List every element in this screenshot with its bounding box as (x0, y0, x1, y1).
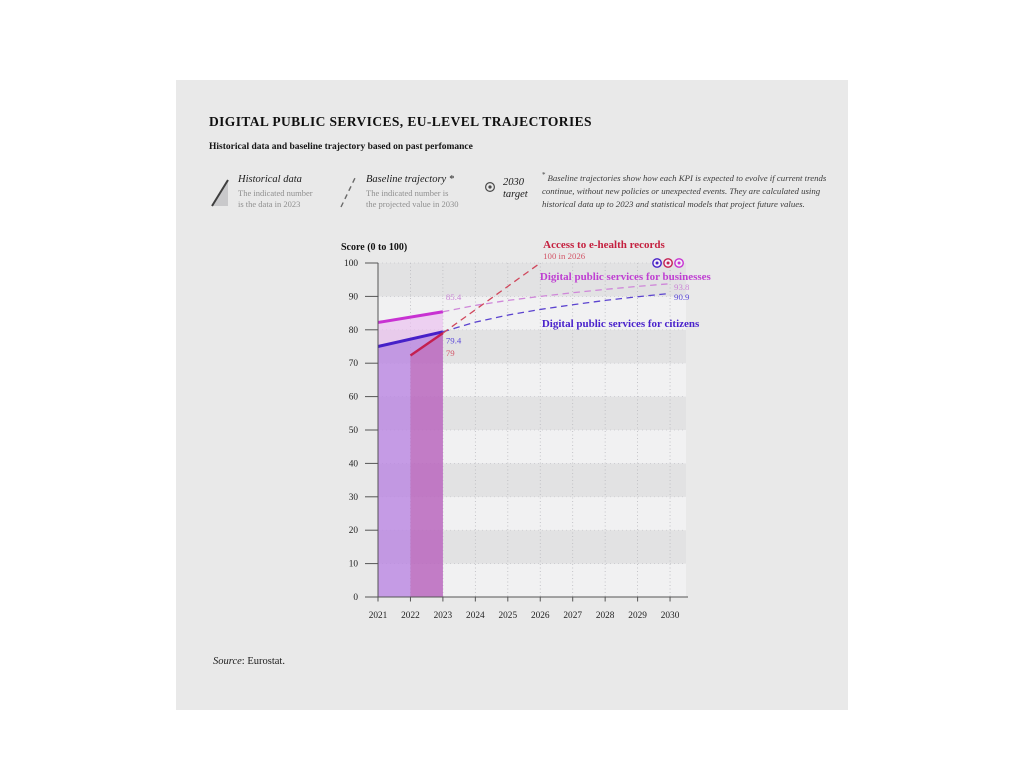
x-tick-label-2028: 2028 (595, 611, 615, 621)
x-tick-label-2023: 2023 (433, 611, 453, 621)
legend-baseline-label: Baseline trajectory * (366, 174, 455, 185)
y-tick-label-80: 80 (348, 325, 358, 336)
source-note (213, 656, 285, 667)
y-tick-label-0: 0 (353, 593, 358, 603)
source-rest: : Eurostat. (241, 656, 285, 667)
legend-baseline-desc2: the projected value in 2030 (366, 198, 459, 209)
x-tick-label-2027: 2027 (563, 611, 582, 621)
target-marker-dot-citizens (656, 262, 659, 265)
page-title: DIGITAL PUBLIC SERVICES, EU-LEVEL TRAJECTORIES (209, 114, 592, 129)
legend-historical-desc1: The indicated number (238, 187, 313, 198)
target-icon (484, 180, 496, 198)
y-tick-label-20: 20 (348, 526, 358, 537)
legend-historical-label: Historical data (238, 174, 302, 185)
legend-historical-desc2: is the data in 2023 (238, 198, 301, 209)
legend-item-historical (209, 174, 313, 215)
y-tick-label-40: 40 (348, 459, 358, 470)
legend-target-line1: 2030 (503, 177, 524, 188)
trajectory-chart (330, 230, 750, 630)
series-label-citizens: Digital public services for citizens (541, 318, 700, 331)
x-tick-label-2022: 2022 (401, 611, 420, 621)
source-prefix: Source (213, 656, 242, 667)
target-marker-dot-businesses (678, 262, 681, 265)
x-tick-label-2024: 2024 (466, 611, 485, 621)
baseline-trajectory-icon (337, 174, 359, 215)
x-tick-label-2029: 2029 (628, 611, 647, 621)
report-panel (176, 80, 848, 710)
value-label-2023-citizens: 79.4 (445, 335, 462, 346)
legend-item-target (484, 177, 528, 200)
value-label-2030-businesses: 93.8 (674, 282, 690, 293)
legend-target-line2: target (503, 188, 528, 200)
y-tick-label-50: 50 (348, 426, 358, 436)
x-tick-label-2021: 2021 (368, 611, 388, 621)
x-tick-label-2025: 2025 (498, 611, 518, 621)
footnote-text: Baseline trajectories show how each KPI is expected to evolve if current trends continue, without new policies or unexpected events. They are calculated using historical data up to 2023 and statistical models that project future values. (542, 172, 827, 210)
annotation-ehealth: 100 in 2026 (543, 250, 586, 261)
x-tick-label-2030: 2030 (660, 611, 680, 621)
legend-baseline-desc1: The indicated number is (366, 187, 449, 198)
value-label-2023-businesses: 85.4 (445, 291, 462, 302)
value-label-2023-ehealth: 79 (445, 348, 455, 359)
y-tick-label-10: 10 (348, 559, 358, 570)
series-label-ehealth: Access to e-health records (543, 238, 665, 251)
value-label-2030-citizens: 90.9 (674, 291, 690, 302)
y-tick-label-70: 70 (348, 359, 358, 370)
y-tick-label-30: 30 (348, 492, 358, 503)
target-marker-dot-ehealth (667, 262, 670, 265)
footnote-marker: * (542, 171, 546, 179)
page-subtitle: Historical data and baseline trajectory based on past perfomance (209, 142, 473, 152)
area-ehealth (410, 333, 442, 597)
y-tick-label-100: 100 (344, 259, 358, 269)
series-label-businesses: Digital public services for businesses (539, 271, 711, 284)
footnote (542, 170, 844, 211)
historical-data-icon (209, 174, 231, 215)
y-axis-title: Score (0 to 100) (341, 242, 408, 253)
x-tick-label-2026: 2026 (530, 611, 550, 621)
chart-svg (330, 230, 750, 630)
y-tick-label-90: 90 (348, 292, 358, 303)
y-tick-label-60: 60 (348, 392, 358, 403)
legend-item-baseline (337, 174, 459, 215)
